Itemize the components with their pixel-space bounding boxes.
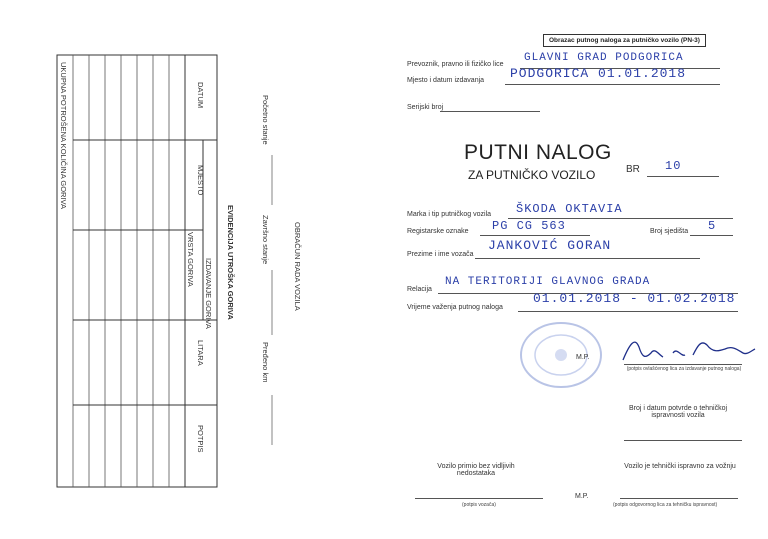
place-date-value: PODGORICA 01.01.2018: [510, 66, 687, 81]
seats-label: Broj sjedišta: [650, 228, 689, 235]
form-header: Obrazac putnog naloga za putničko vozilo (PN-3): [543, 34, 706, 47]
end-state-label: Završno stanje: [261, 215, 270, 265]
fuel-record-panel: [0, 0, 300, 539]
start-state-label: Početno stanje: [261, 95, 270, 145]
col-date-header: DATUM: [196, 82, 205, 109]
validity-value: 01.01.2018 - 01.02.2018: [533, 291, 736, 306]
carrier-value: GLAVNI GRAD PODGORICA: [524, 52, 684, 64]
validity-label: Vrijeme važenja putnog naloga: [407, 304, 503, 311]
reg-value: PG CG 563: [492, 219, 566, 233]
vehicle-work-title: OBRAČUN RADA VOZILA: [293, 222, 302, 311]
br-label: BR: [626, 164, 640, 175]
issue-fuel-header: IZDAVANJE GORIVA: [204, 258, 213, 329]
carrier-label: Prevoznik, pravno ili fizičko lice: [407, 61, 504, 68]
fuel-record-title: EVIDENCIJA UTROŠKA GORIVA: [226, 205, 235, 320]
seats-value: 5: [708, 219, 717, 233]
col-liters-header: LITARA: [196, 340, 205, 366]
km-label: Pređeno km: [261, 342, 270, 383]
route-label: Relacija: [407, 286, 432, 293]
place-date-label: Mjesto i datum izdavanja: [407, 77, 485, 84]
received-label: Vozilo primio bez vidljivih nedostataka: [437, 463, 515, 477]
issuer-signature-label: (potpis ovlašćenog lica za izdavanje putnog naloga): [626, 366, 742, 372]
driver-value: JANKOVIĆ GORAN: [488, 238, 612, 253]
col-sign-header: POTPIS: [196, 425, 205, 453]
make-value: ŠKODA OKTAVIA: [516, 202, 623, 216]
official-stamp: [516, 320, 606, 390]
tech-signature-label: (potpis odgovornog lica za tehničku ispravnost): [613, 502, 718, 508]
tech-ok-label: Vozilo je tehnički ispravno za vožnju: [624, 463, 736, 470]
main-title: PUTNI NALOG: [464, 141, 612, 164]
mp-label: M.P.: [576, 354, 590, 361]
driver-label: Prezime i ime vozača: [407, 251, 474, 258]
reg-label: Registarske oznake: [407, 228, 469, 235]
mp2-label: M.P.: [575, 493, 589, 500]
issuer-signature: [615, 333, 760, 368]
sub-title: ZA PUTNIČKO VOZILO: [468, 168, 596, 182]
make-label: Marka i tip putničkog vozila: [407, 211, 492, 218]
fuel-table-grid: [0, 0, 300, 539]
br-value: 10: [665, 159, 682, 173]
col-type-header: VRSTA GORIVA: [186, 232, 195, 287]
total-fuel-label: UKUPNA POTROŠENA KOLIČINA GORIVA: [59, 62, 68, 209]
serial-label: Serijski broj: [407, 104, 444, 111]
route-value: NA TERITORIJI GLAVNOG GRADA: [445, 276, 651, 288]
tech-check-label: Broj i datum potvrde o tehničkoj ispravnosti vozila: [628, 405, 728, 419]
driver-signature-label: (potpis vozača): [462, 502, 496, 508]
col-place-header: MJESTO: [196, 165, 205, 196]
